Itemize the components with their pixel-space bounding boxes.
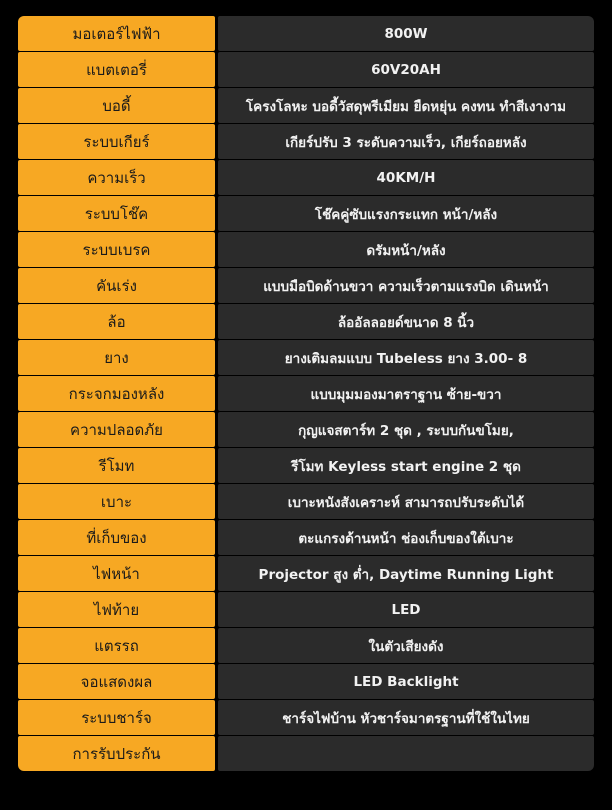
spec-label: ระบบโช๊ค	[18, 196, 215, 231]
spec-label: แตรรถ	[18, 628, 215, 663]
spec-value: ตะแกรงด้านหน้า ช่องเก็บของใต้เบาะ	[218, 520, 594, 555]
spec-value: ดรัมหน้า/หลัง	[218, 232, 594, 267]
spec-row-motor	[18, 16, 594, 51]
spec-row-storage	[18, 520, 594, 555]
spec-value: ล้ออัลลอยด์ขนาด 8 นิ้ว	[218, 304, 594, 339]
spec-value: ในตัวเสียงดัง	[218, 628, 594, 663]
spec-value: 800W	[218, 16, 594, 51]
spec-label: การรับประกัน	[18, 736, 215, 771]
spec-label: ไฟท้าย	[18, 592, 215, 627]
spec-value: เกียร์ปรับ 3 ระดับความเร็ว, เกียร์ถอยหลัง	[218, 124, 594, 159]
spec-label: ล้อ	[18, 304, 215, 339]
spec-label: เบาะ	[18, 484, 215, 519]
spec-row-headlight	[18, 556, 594, 591]
spec-value: 60V20AH	[218, 52, 594, 87]
spec-row-wheel	[18, 304, 594, 339]
spec-label: รีโมท	[18, 448, 215, 483]
spec-label: มอเตอร์ไฟฟ้า	[18, 16, 215, 51]
spec-row-mirror	[18, 376, 594, 411]
spec-value: 40KM/H	[218, 160, 594, 195]
spec-row-throttle	[18, 268, 594, 303]
spec-row-charging	[18, 700, 594, 735]
spec-table	[18, 16, 594, 771]
spec-label: ระบบเบรค	[18, 232, 215, 267]
spec-value	[218, 736, 594, 771]
spec-label: แบตเตอรี่	[18, 52, 215, 87]
spec-label: คันเร่ง	[18, 268, 215, 303]
spec-value: แบบมุมมองมาตราฐาน ซ้าย-ขวา	[218, 376, 594, 411]
spec-row-safety	[18, 412, 594, 447]
spec-value: โช๊คคู่ซับแรงกระแทก หน้า/หลัง	[218, 196, 594, 231]
spec-row-seat	[18, 484, 594, 519]
spec-row-battery	[18, 52, 594, 87]
spec-label: ระบบเกียร์	[18, 124, 215, 159]
spec-row-body	[18, 88, 594, 123]
spec-value: รีโมท Keyless start engine 2 ชุด	[218, 448, 594, 483]
spec-value: Projector สูง ต่ำ, Daytime Running Light	[218, 556, 594, 591]
spec-label: จอแสดงผล	[18, 664, 215, 699]
spec-row-display	[18, 664, 594, 699]
spec-row-taillight	[18, 592, 594, 627]
spec-row-warranty	[18, 736, 594, 771]
spec-value: LED	[218, 592, 594, 627]
spec-value: LED Backlight	[218, 664, 594, 699]
spec-row-tire	[18, 340, 594, 375]
spec-row-speed	[18, 160, 594, 195]
spec-label: กระจกมองหลัง	[18, 376, 215, 411]
spec-row-brake	[18, 232, 594, 267]
spec-label: บอดี้	[18, 88, 215, 123]
spec-label: ความปลอดภัย	[18, 412, 215, 447]
spec-label: ไฟหน้า	[18, 556, 215, 591]
spec-label: ยาง	[18, 340, 215, 375]
spec-value: ยางเติมลมแบบ Tubeless ยาง 3.00- 8	[218, 340, 594, 375]
spec-row-shock	[18, 196, 594, 231]
spec-value: โครงโลหะ บอดี้วัสดุพรีเมียม ยืดหยุ่น คงทน ทำสีเงางาม	[218, 88, 594, 123]
spec-label: ความเร็ว	[18, 160, 215, 195]
spec-value: กุญแจสตาร์ท 2 ชุด , ระบบกันขโมย,	[218, 412, 594, 447]
spec-label: ที่เก็บของ	[18, 520, 215, 555]
spec-value: ชาร์จไฟบ้าน หัวชาร์จมาตรฐานที่ใช้ในไทย	[218, 700, 594, 735]
spec-label: ระบบชาร์จ	[18, 700, 215, 735]
spec-value: แบบมือบิดด้านขวา ความเร็วตามแรงบิด เดินหน้า	[218, 268, 594, 303]
spec-row-horn	[18, 628, 594, 663]
spec-row-gear	[18, 124, 594, 159]
spec-value: เบาะหนังสังเคราะห์ สามารถปรับระดับได้	[218, 484, 594, 519]
spec-row-remote	[18, 448, 594, 483]
